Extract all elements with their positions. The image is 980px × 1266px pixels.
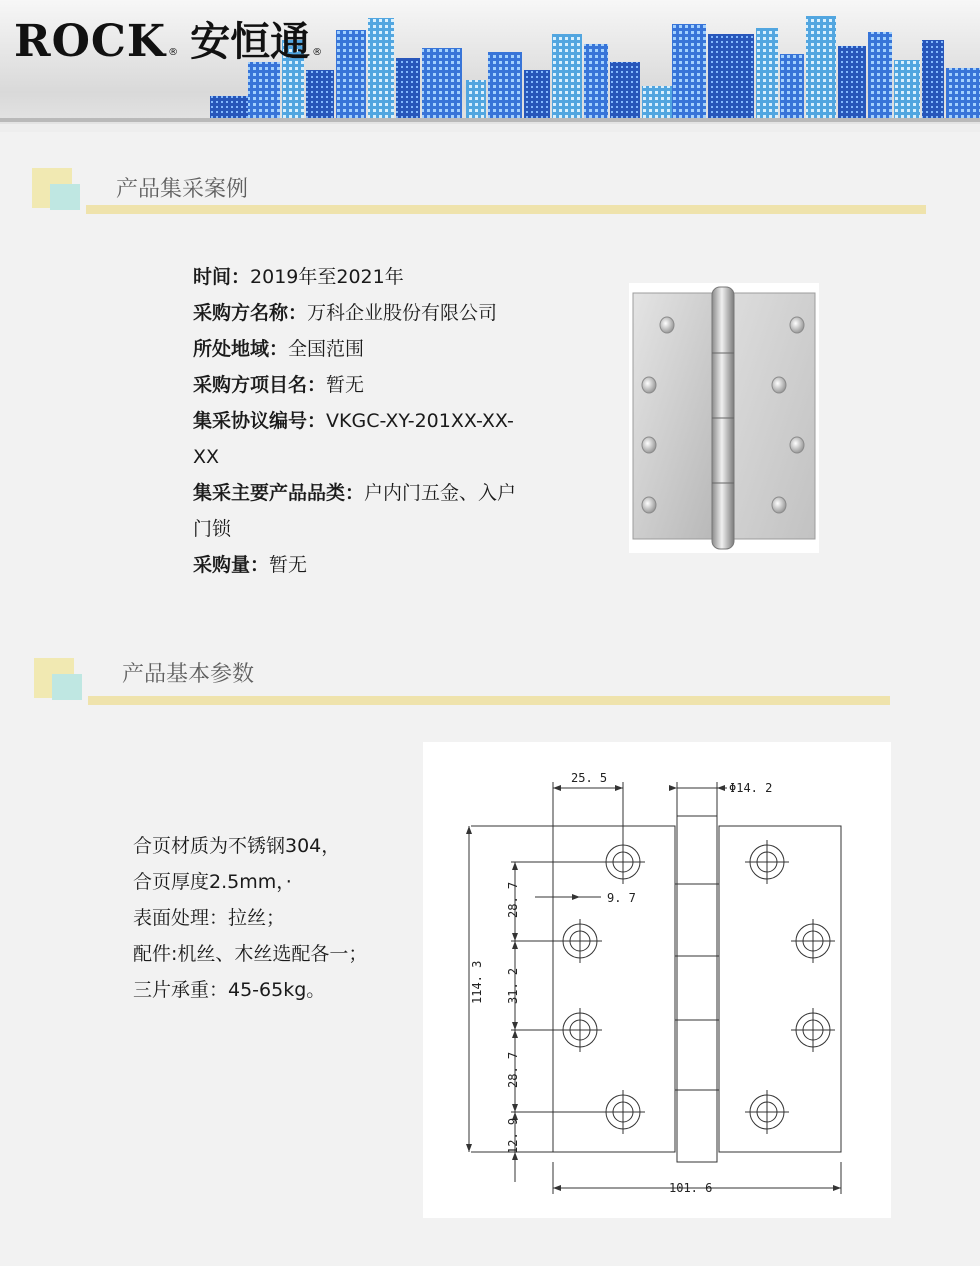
- info-label: 集采主要产品品类：: [193, 482, 365, 504]
- dim-spacing-1: 28. 7: [506, 881, 520, 918]
- section-title: 产品集采案例: [116, 177, 249, 202]
- section-underline: [86, 205, 926, 214]
- hinge-product-image: [629, 283, 819, 553]
- info-value: 2019年至2021年: [250, 266, 404, 288]
- info-row-buyer: [193, 295, 533, 331]
- dim-hole-offset: 9. 7: [607, 891, 636, 905]
- hinge-technical-drawing: [423, 742, 891, 1218]
- brand-name-en: ROCK: [14, 16, 167, 67]
- dim-pin-diameter: Φ14. 2: [729, 781, 773, 795]
- dim-bottom-margin: 12. 9: [506, 1117, 520, 1154]
- info-row-category: [193, 475, 533, 547]
- brand-logo: [14, 16, 322, 68]
- banner-divider: [0, 118, 980, 122]
- info-value: 万科企业股份有限公司: [307, 302, 498, 324]
- spec-item: 配件:机丝、木丝选配各一；: [133, 943, 368, 965]
- spec-item: 表面处理：拉丝；: [133, 907, 286, 929]
- dim-total-width: 101. 6: [669, 1181, 713, 1195]
- info-value: VKGC-XY-201XX-XX-XX: [193, 410, 514, 468]
- spec-item: 合页材质为不锈钢304，: [133, 835, 341, 857]
- section-decor-square-teal: [52, 674, 82, 700]
- section-decor-square-teal: [50, 184, 80, 210]
- info-label: 采购量：: [193, 554, 270, 576]
- info-row-time: [193, 259, 533, 295]
- spec-item: 三片承重：45-65kg。: [133, 979, 326, 1001]
- info-value: 全国范围: [288, 338, 365, 360]
- info-value: 户内门五金、入户门锁: [193, 482, 517, 540]
- info-label: 采购方名称：: [193, 302, 308, 324]
- dim-top-width: 25. 5: [571, 771, 608, 785]
- info-row-agreement: [193, 403, 533, 475]
- section-header-params: [0, 652, 980, 712]
- dim-total-height: 114. 3: [470, 960, 484, 1004]
- banner-divider-light: [0, 124, 980, 132]
- spec-list: [133, 828, 413, 1008]
- brand-name-cn: 安恒通: [190, 19, 311, 65]
- info-row-region: [193, 331, 533, 367]
- info-row-quantity: [193, 547, 533, 583]
- case-info-list: [193, 259, 533, 583]
- info-value: 暂无: [269, 554, 308, 576]
- header-banner: [0, 0, 980, 132]
- section-underline: [88, 696, 890, 705]
- info-label: 时间：: [193, 266, 251, 288]
- registered-mark: ®: [168, 47, 179, 58]
- info-row-project: [193, 367, 533, 403]
- section-title: 产品基本参数: [122, 662, 255, 687]
- section-header-cases: [0, 166, 980, 226]
- info-label: 采购方项目名：: [193, 374, 327, 396]
- spec-item: 合页厚度2.5mm，·: [133, 871, 292, 893]
- info-label: 集采协议编号：: [193, 410, 327, 432]
- registered-mark-cn: ®: [312, 47, 323, 58]
- dim-spacing-2: 31. 2: [506, 967, 520, 1004]
- dim-spacing-3: 28. 7: [506, 1051, 520, 1088]
- info-value: 暂无: [326, 374, 365, 396]
- info-label: 所处地域：: [193, 338, 289, 360]
